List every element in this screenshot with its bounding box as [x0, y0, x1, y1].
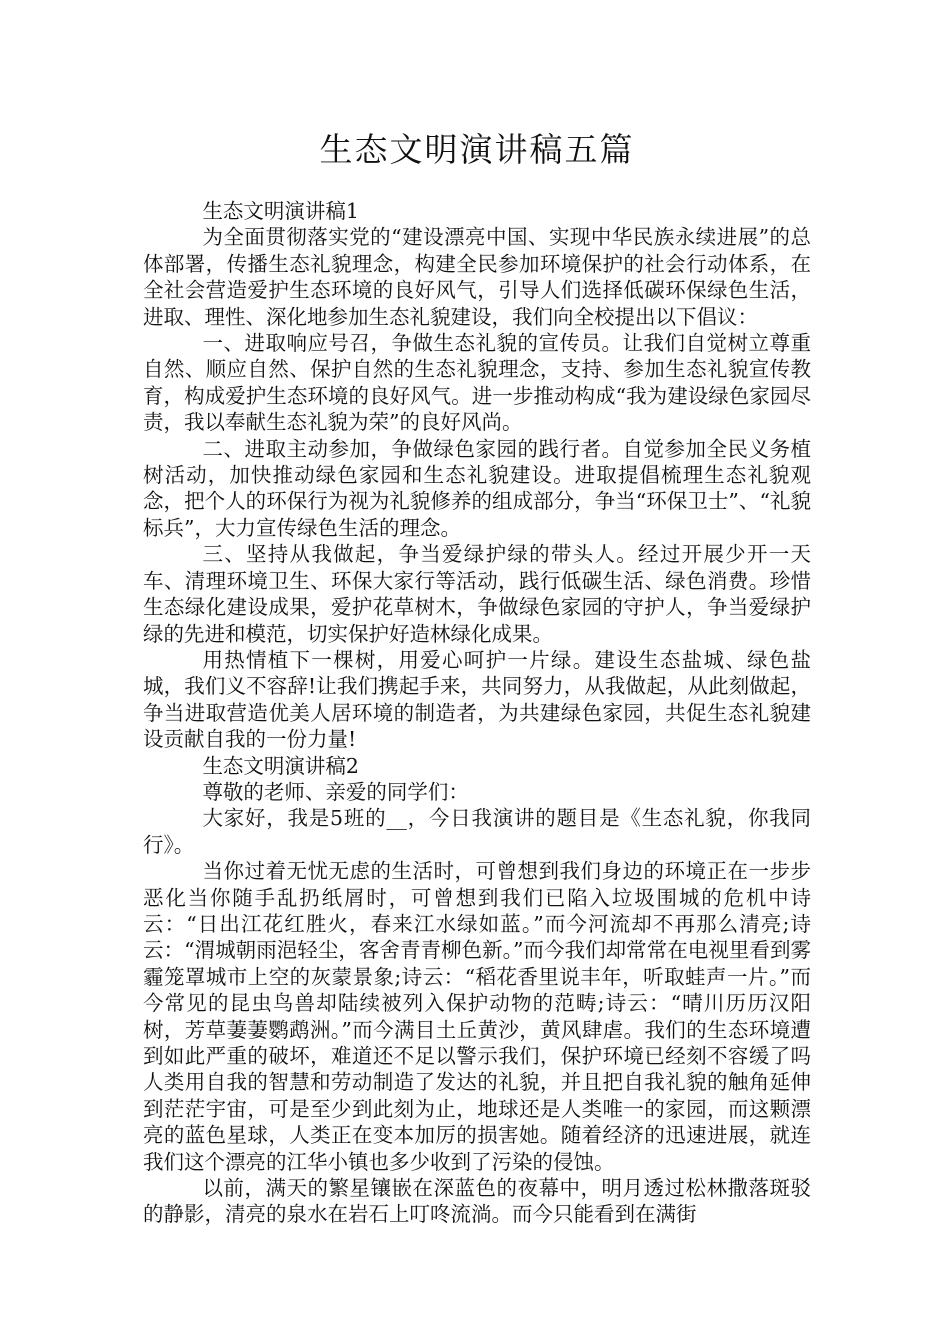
document-title: 生态文明演讲稿五篇	[319, 130, 635, 169]
section-heading-2: 生态文明演讲稿2	[202, 753, 359, 778]
paragraph: 为全面贯彻落实党的“建设漂亮中国、实现中华民族永续进展”的总体部署，传播生态礼貌理念，构建全民参加环境保护的社会行动体系，在全社会营造爱护生态环境的良好风气，引导人们选择低碳环保绿色生活，进取、理性、深化地参加生态礼貌建设，我们向全校提出以下倡议：	[143, 225, 811, 329]
paragraph: 三、坚持从我做起，争当爱绿护绿的带头人。经过开展少开一天车、清理环境卫生、环保大家行等活动，践行低碳生活、绿色消费。珍惜生态绿化建设成果，爱护花草树木，争做绿色家园的守护人，争当爱绿护绿的先进和模范，切实保护好造林绿化成果。	[143, 542, 811, 646]
document-content	[143, 0, 811, 1228]
document-body	[143, 198, 811, 1228]
paragraph: 用热情植下一棵树，用爱心呵护一片绿。建设生态盐城、绿色盐城，我们义不容辞!让我们携起手来，共同努力，从我做起，从此刻做起，争当进取营造优美人居环境的制造者，为共建绿色家园，共促生态礼貌建设贡献自我的一份力量!	[143, 647, 811, 752]
paragraph: 二、进取主动参加，争做绿色家园的践行者。自觉参加全民义务植树活动，加快推动绿色家园和生态礼貌建设。进取提倡梳理生态礼貌观念，把个人的环保行为视为礼貌修养的组成部分，争当“环保卫士”、“礼貌标兵”，大力宣传绿色生活的理念。	[143, 436, 811, 540]
salutation: 尊敬的老师、亲爱的同学们：	[202, 779, 469, 804]
paragraph: 一、进取响应号召，争做生态礼貌的宣传员。让我们自觉树立尊重自然、顺应自然、保护自然的生态礼貌理念，支持、参加生态礼貌宣传教育，构成爱护生态环境的良好风气。进一步推动构成“我为建设绿色家园尽责，我以奉献生态礼貌为荣”的良好风尚。	[143, 331, 811, 435]
paragraph: 当你过着无忧无虑的生活时，可曾想到我们身边的环境正在一步步恶化当你随手乱扔纸屑时，可曾想到我们已陷入垃圾围城的危机中诗云：“日出江花红胜火，春来江水绿如蓝。”而今河流却不再那么清亮;诗云：“渭城朝雨浥轻尘，客舍青青柳色新。”而今我们却常常在电视里看到雾霾笼罩城市上空的灰蒙景象;诗云：“稻花香里说丰年，听取蛙声一片。”而今常见的昆虫鸟兽却陆续被列入保护动物的范畴;诗云：“晴川历历汉阳树，芳草萋萋鹦鹉洲。”而今满目土丘黄沙，黄风肆虐。我们的生态环境遭到如此严重的破坏，难道还不足以警示我们，保护环境已经刻不容缓了吗人类用自我的智慧和劳动制造了发达的礼貌，并且把自我礼貌的触角延伸到茫茫宇宙，可是至少到此刻为止，地球还是人类唯一的家园，而这颗漂亮的蓝色星球，人类正在变本加厉的损害她。随着经济的迅速进展，就连我们这个漂亮的江华小镇也多少收到了污染的侵蚀。	[143, 859, 811, 1174]
paragraph: 大家好，我是5班的__，今日我演讲的题目是《生态礼貌，你我同行》。	[143, 806, 811, 857]
section-heading-1: 生态文明演讲稿1	[202, 199, 359, 223]
paragraph: 以前，满天的繁星镶嵌在深蓝色的夜幕中，明月透过松林撒落斑驳的静影，清亮的泉水在岩石上叮咚流淌。而今只能看到在满街	[143, 1176, 811, 1227]
